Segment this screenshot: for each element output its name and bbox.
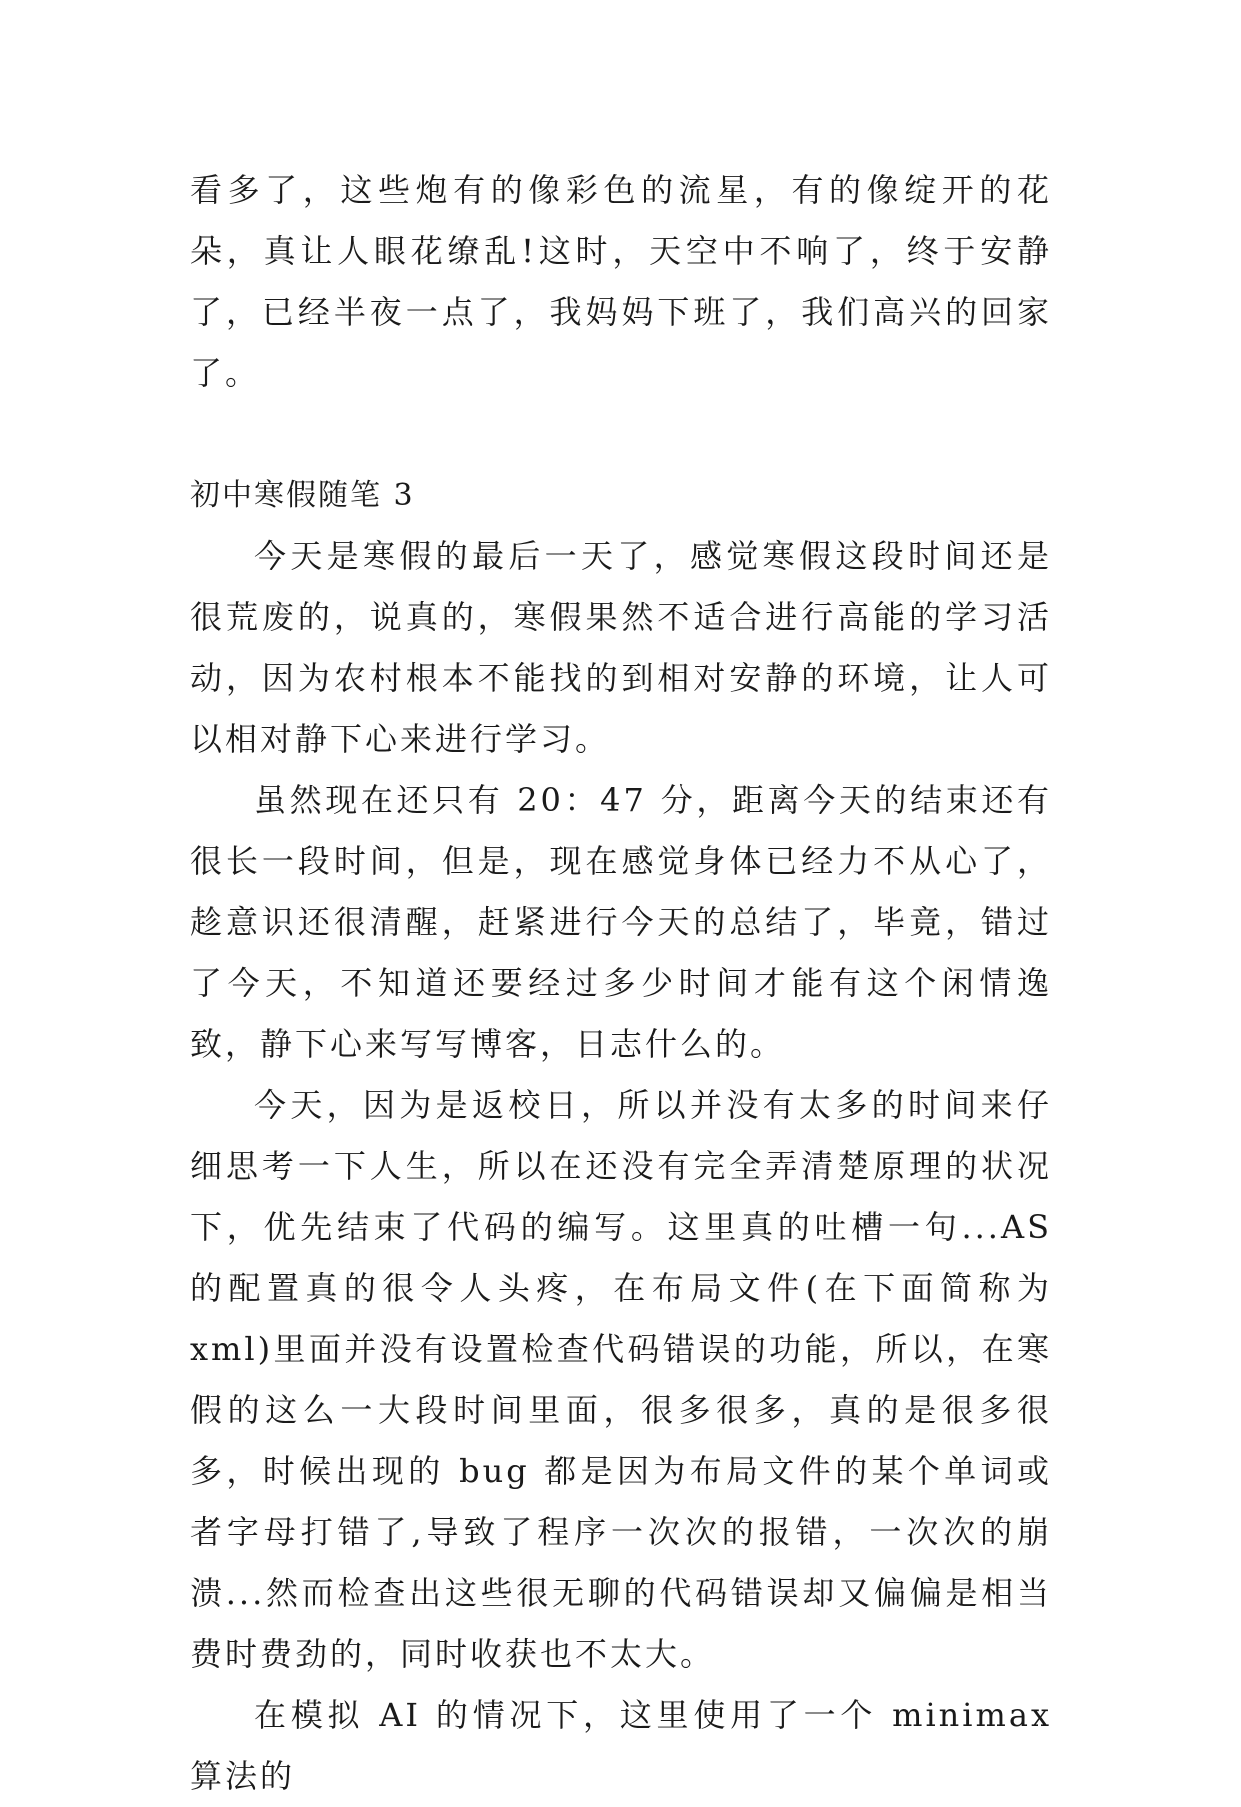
body-paragraph-1: 今天是寒假的最后一天了，感觉寒假这段时间还是很荒废的，说真的，寒假果然不适合进行高能的学习活动，因为农村根本不能找的到相对安静的环境，让人可以相对静下心来进行学习。 [190,537,1052,758]
body-paragraph-4: 在模拟 AI 的情况下，这里使用了一个 minimax 算法的 [190,1696,1052,1795]
intro-paragraph: 看多了，这些炮有的像彩色的流星，有的像绽开的花朵，真让人眼花缭乱!这时，天空中不响了，终于安静了，已经半夜一点了，我妈妈下班了，我们高兴的回家了。 [190,171,1052,392]
body-paragraph-3: 今天，因为是返校日，所以并没有太多的时间来仔细思考一下人生，所以在还没有完全弄清楚原理的状况下，优先结束了代码的编写。这里真的吐槽一句...AS 的配置真的很令人头疼，在布局文件(在下面简称为 xml)里面并没有设置检查代码错误的功能，所以，在寒假的这么一大段时间里面，很多很多，真的是很多很多，时候出现的 bug 都是因为布局文件的某个单词或者字母打错了,导致了程序一次次的报错，一次次的崩溃...然而检查出这些很无聊的代码错误却又偏偏是相当费时费劲的，同时收获也不太大。 [190,1086,1052,1673]
section-title: 初中寒假随笔 3 [190,478,415,513]
section-spacer [190,404,1052,465]
document-page [190,160,1052,1807]
body-paragraph-2: 虽然现在还只有 20：47 分，距离今天的结束还有很长一段时间，但是，现在感觉身体已经力不从心了，趁意识还很清醒，赶紧进行今天的总结了，毕竟，错过了今天，不知道还要经过多少时间才能有这个闲情逸致，静下心来写写博客，日志什么的。 [190,781,1052,1063]
